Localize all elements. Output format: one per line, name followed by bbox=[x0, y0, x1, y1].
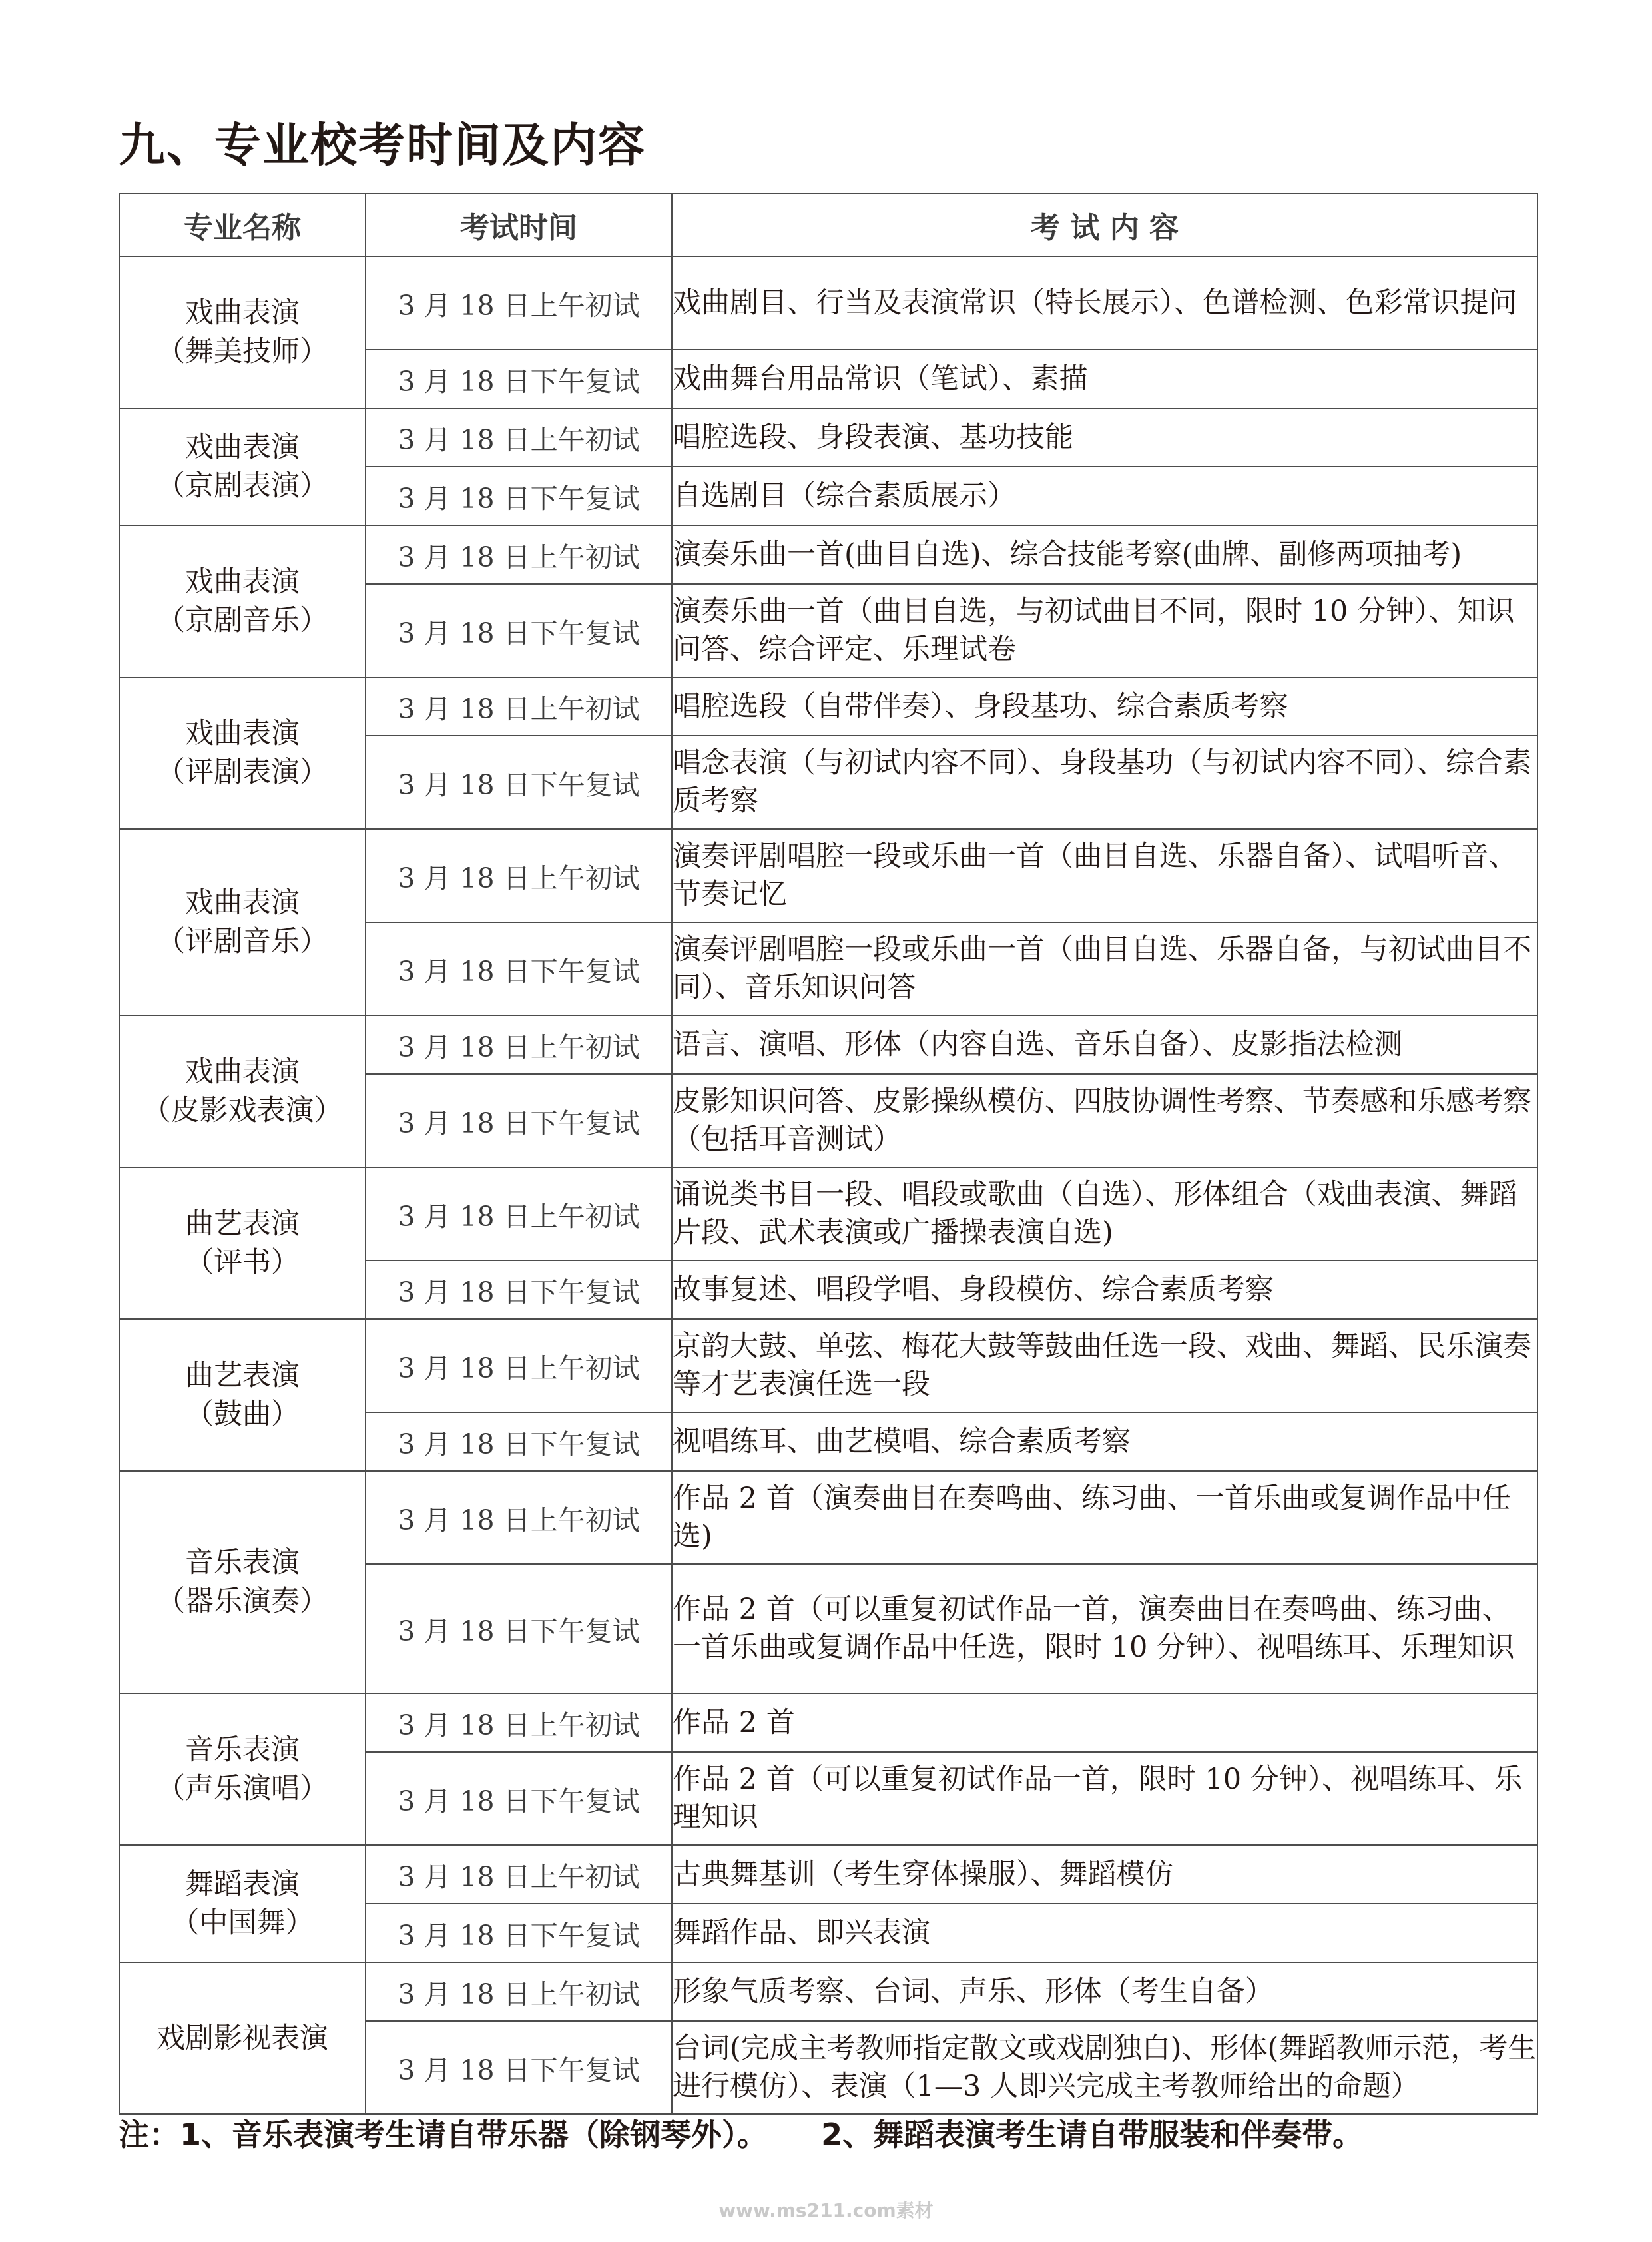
time-cell: 3 月 18 日下午复试 bbox=[366, 736, 672, 829]
major-sub: （评剧音乐） bbox=[156, 925, 328, 958]
time-cell: 3 月 18 日上午初试 bbox=[366, 1693, 672, 1752]
content-cell: 故事复述、唱段学唱、身段模仿、综合素质考察 bbox=[672, 1261, 1537, 1319]
table-row bbox=[119, 1962, 1537, 2021]
footnote: 注：1、音乐表演考生请自带乐器（除钢琴外）。 2、舞蹈表演考生请自带服装和伴奏带。 bbox=[119, 2117, 1364, 2153]
table-row bbox=[119, 1319, 1537, 1412]
content-cell: 作品 2 首（演奏曲目在奏鸣曲、练习曲、一首乐曲或复调作品中任选) bbox=[672, 1471, 1537, 1564]
table-row bbox=[119, 1471, 1537, 1564]
major-name: 曲艺表演 bbox=[185, 1207, 300, 1241]
time-cell: 3 月 18 日上午初试 bbox=[366, 677, 672, 736]
content-cell: 演奏评剧唱腔一段或乐曲一首（曲目自选、乐器自备）、试唱听音、节奏记忆 bbox=[672, 829, 1537, 922]
major-cell bbox=[119, 1962, 366, 2114]
major-cell bbox=[119, 1167, 366, 1319]
table-row bbox=[119, 1845, 1537, 1904]
content-cell: 作品 2 首（可以重复初试作品一首，演奏曲目在奏鸣曲、练习曲、一首乐曲或复调作品中任选，限时 10 分钟）、视唱练耳、乐理知识 bbox=[672, 1564, 1537, 1693]
content-cell: 演奏乐曲一首(曲目自选)、综合技能考察(曲牌、副修两项抽考) bbox=[672, 525, 1537, 584]
major-cell bbox=[119, 525, 366, 677]
content-cell: 演奏评剧唱腔一段或乐曲一首（曲目自选、乐器自备，与初试曲目不同）、音乐知识问答 bbox=[672, 922, 1537, 1015]
content-cell: 舞蹈作品、即兴表演 bbox=[672, 1904, 1537, 1962]
content-cell: 形象气质考察、台词、声乐、形体（考生自备） bbox=[672, 1962, 1537, 2021]
major-name: 舞蹈表演 bbox=[185, 1868, 300, 1901]
content-cell: 京韵大鼓、单弦、梅花大鼓等鼓曲任选一段、戏曲、舞蹈、民乐演奏等才艺表演任选一段 bbox=[672, 1319, 1537, 1412]
major-sub: （皮影戏表演） bbox=[142, 1094, 343, 1127]
table-row bbox=[119, 525, 1537, 584]
table-row bbox=[119, 677, 1537, 736]
content-cell: 戏曲剧目、行当及表演常识（特长展示）、色谱检测、色彩常识提问 bbox=[672, 256, 1537, 350]
time-cell: 3 月 18 日上午初试 bbox=[366, 256, 672, 350]
time-cell: 3 月 18 日下午复试 bbox=[366, 1904, 672, 1962]
major-sub: （中国舞） bbox=[170, 1906, 314, 1940]
content-cell: 作品 2 首（可以重复初试作品一首，限时 10 分钟）、视唱练耳、乐理知识 bbox=[672, 1752, 1537, 1845]
table-row bbox=[119, 256, 1537, 350]
table-row bbox=[119, 1693, 1537, 1752]
content-cell: 演奏乐曲一首（曲目自选，与初试曲目不同，限时 10 分钟）、知识问答、综合评定、乐理试卷 bbox=[672, 584, 1537, 677]
header-time: 考试时间 bbox=[366, 194, 672, 256]
table-row bbox=[119, 408, 1537, 467]
major-sub: （京剧表演） bbox=[156, 469, 328, 503]
time-cell: 3 月 18 日下午复试 bbox=[366, 584, 672, 677]
time-cell: 3 月 18 日下午复试 bbox=[366, 350, 672, 408]
time-cell: 3 月 18 日上午初试 bbox=[366, 408, 672, 467]
content-cell: 视唱练耳、曲艺模唱、综合素质考察 bbox=[672, 1412, 1537, 1471]
major-name: 音乐表演 bbox=[185, 1546, 300, 1579]
major-name: 音乐表演 bbox=[185, 1733, 300, 1767]
time-cell: 3 月 18 日下午复试 bbox=[366, 1261, 672, 1319]
major-name: 戏曲表演 bbox=[185, 431, 300, 464]
major-sub: （评剧表演） bbox=[156, 756, 328, 789]
major-cell bbox=[119, 829, 366, 1015]
content-cell: 唱腔选段、身段表演、基功技能 bbox=[672, 408, 1537, 467]
page-title: 九、专业校考时间及内容 bbox=[119, 118, 646, 172]
time-cell: 3 月 18 日上午初试 bbox=[366, 1015, 672, 1074]
watermark-text: www.ms211.com素材 bbox=[718, 2199, 934, 2221]
major-cell bbox=[119, 1471, 366, 1693]
time-cell: 3 月 18 日上午初试 bbox=[366, 1319, 672, 1412]
content-cell: 诵说类书目一段、唱段或歌曲（自选）、形体组合（戏曲表演、舞蹈片段、武术表演或广播操表演自选) bbox=[672, 1167, 1537, 1261]
major-name: 戏曲表演 bbox=[185, 886, 300, 920]
major-name: 戏曲表演 bbox=[185, 565, 300, 599]
time-cell: 3 月 18 日下午复试 bbox=[366, 1752, 672, 1845]
exam-schedule-table bbox=[119, 193, 1538, 2115]
major-name: 戏曲表演 bbox=[185, 296, 300, 330]
content-cell: 语言、演唱、形体（内容自选、音乐自备）、皮影指法检测 bbox=[672, 1015, 1537, 1074]
time-cell: 3 月 18 日下午复试 bbox=[366, 467, 672, 525]
major-cell bbox=[119, 256, 366, 408]
major-sub: （京剧音乐） bbox=[156, 604, 328, 637]
time-cell: 3 月 18 日上午初试 bbox=[366, 525, 672, 584]
time-cell: 3 月 18 日下午复试 bbox=[366, 1564, 672, 1693]
major-cell bbox=[119, 1845, 366, 1962]
header-major: 专业名称 bbox=[119, 194, 366, 256]
table-row bbox=[119, 1015, 1537, 1074]
major-sub: （器乐演奏） bbox=[156, 1585, 328, 1618]
major-sub: （声乐演唱） bbox=[156, 1772, 328, 1805]
header-content: 考 试 内 容 bbox=[672, 194, 1537, 256]
time-cell: 3 月 18 日上午初试 bbox=[366, 1962, 672, 2021]
content-cell: 唱念表演（与初试内容不同）、身段基功（与初试内容不同）、综合素质考察 bbox=[672, 736, 1537, 829]
content-cell: 自选剧目（综合素质展示） bbox=[672, 467, 1537, 525]
major-sub: （舞美技师） bbox=[156, 335, 328, 368]
content-cell: 作品 2 首 bbox=[672, 1693, 1537, 1752]
major-cell bbox=[119, 1319, 366, 1471]
major-name: 戏曲表演 bbox=[185, 1055, 300, 1089]
time-cell: 3 月 18 日下午复试 bbox=[366, 922, 672, 1015]
major-name: 曲艺表演 bbox=[185, 1359, 300, 1392]
major-cell bbox=[119, 677, 366, 829]
major-name: 戏剧影视表演 bbox=[156, 2022, 328, 2055]
time-cell: 3 月 18 日下午复试 bbox=[366, 1412, 672, 1471]
major-sub: （鼓曲） bbox=[185, 1398, 300, 1431]
content-cell: 皮影知识问答、皮影操纵模仿、四肢协调性考察、节奏感和乐感考察（包括耳音测试） bbox=[672, 1074, 1537, 1167]
table-row bbox=[119, 1167, 1537, 1261]
table-header-row bbox=[119, 194, 1537, 256]
time-cell: 3 月 18 日上午初试 bbox=[366, 1471, 672, 1564]
major-sub: （评书） bbox=[185, 1246, 300, 1279]
major-cell bbox=[119, 408, 366, 525]
major-cell bbox=[119, 1693, 366, 1845]
content-cell: 唱腔选段（自带伴奏）、身段基功、综合素质考察 bbox=[672, 677, 1537, 736]
content-cell: 台词(完成主考教师指定散文或戏剧独白)、形体(舞蹈教师示范，考生进行模仿）、表演（1—3 人即兴完成主考教师给出的命题） bbox=[672, 2021, 1537, 2114]
table-row bbox=[119, 829, 1537, 922]
time-cell: 3 月 18 日下午复试 bbox=[366, 1074, 672, 1167]
major-name: 戏曲表演 bbox=[185, 717, 300, 750]
time-cell: 3 月 18 日上午初试 bbox=[366, 1845, 672, 1904]
major-cell bbox=[119, 1015, 366, 1167]
content-cell: 古典舞基训（考生穿体操服）、舞蹈模仿 bbox=[672, 1845, 1537, 1904]
content-cell: 戏曲舞台用品常识（笔试）、素描 bbox=[672, 350, 1537, 408]
time-cell: 3 月 18 日上午初试 bbox=[366, 1167, 672, 1261]
time-cell: 3 月 18 日下午复试 bbox=[366, 2021, 672, 2114]
time-cell: 3 月 18 日上午初试 bbox=[366, 829, 672, 922]
